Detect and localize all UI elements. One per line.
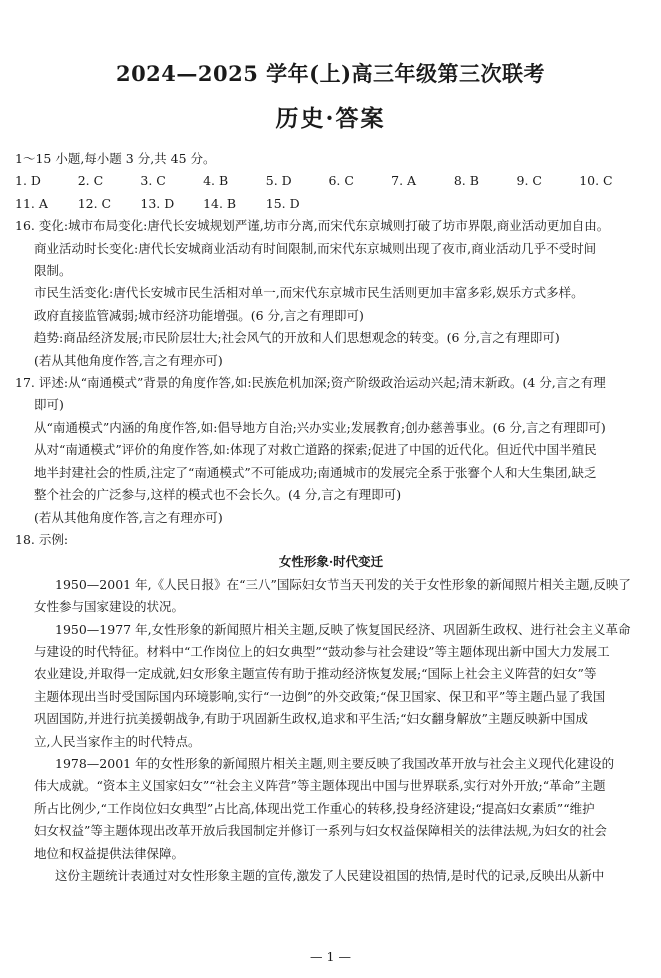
- choice-answer: 7. A: [391, 173, 417, 189]
- choice-answer: 3. C: [140, 173, 166, 189]
- choice-answer: 2. C: [77, 173, 104, 189]
- text-line: 从“南通模式”内涵的角度作答,如:倡导地方自治;兴办实业;发展教育;创办慈善事业。(6 分,言之有理即可): [34, 419, 606, 435]
- page-number: — 1 —: [310, 949, 351, 964]
- text-line: 伟大成就。“资本主义国家妇女”“社会主义阵营”等主题体现出中国与世界联系,实行对外开放;“革命”主题: [34, 778, 606, 794]
- text-line: 女性参与国家建设的状况。: [34, 599, 185, 615]
- text-line: 从对“南通模式”评价的角度作答,如:体现了对救亡道路的探索;促进了中国的近代化。但近代中国半殖民: [34, 442, 597, 458]
- choice-answer: 1. D: [15, 173, 41, 189]
- text-line: 所占比例少,“工作岗位妇女典型”占比高,体现出党工作重心的转移,投身经济建设;“提高妇女素质”“维护: [34, 800, 595, 816]
- choice-intro: 1～15 小题,每小题 3 分,共 45 分。: [15, 151, 216, 166]
- choice-answer: 13. D: [140, 195, 175, 211]
- text-line: 18. 示例:: [15, 531, 69, 547]
- article-paragraph-2: [15, 619, 647, 753]
- text-line: 地半封建社会的性质,注定了“南通模式”不可能成功;南通城市的发展完全系于张謇个人和大生集团,缺乏: [34, 464, 597, 480]
- choice-answer: 10. C: [579, 173, 613, 189]
- text-line: 限制。: [34, 263, 72, 279]
- text-line: 主题体现出当时受国际国内环境影响,实行“一边倒”的外交政策;“保卫国家、保卫和平”等主题凸显了我国: [34, 688, 606, 704]
- text-line: 政府直接监管减弱;城市经济功能增强。(6 分,言之有理即可): [34, 307, 364, 323]
- page-subtitle: 历史·答案: [275, 105, 386, 132]
- article-title: 女性形象·时代变迁: [278, 554, 384, 570]
- answer-content: [15, 148, 647, 887]
- text-line: 17. 评述:从“南通模式”背景的角度作答,如:民族危机加深;资产阶级政治运动兴起;清末新政。(4 分,言之有理: [15, 375, 606, 391]
- text-line: 趋势:商品经济发展;市民阶层壮大;社会风气的开放和人们思想观念的转变。(6 分,言之有理即可): [34, 330, 560, 346]
- text-line: (若从其他角度作答,言之有理亦可): [34, 352, 223, 368]
- text-line: 这份主题统计表通过对女性形象主题的宣传,激发了人民建设祖国的热情,是时代的记录,反映出从新中: [55, 868, 605, 883]
- text-line: 妇女权益”等主题体现出改革开放后我国制定并修订一系列与妇女权益保障相关的法律法规,为妇女的社会: [34, 823, 607, 839]
- text-line: 1978—2001 年的女性形象的新闻照片相关主题,则主要反映了我国改革开放与社会主义现代化建设的: [55, 755, 615, 771]
- text-line: (若从其他角度作答,言之有理亦可): [34, 509, 223, 525]
- text-line: 地位和权益提供法律保障。: [34, 845, 185, 861]
- text-line: 即可): [34, 397, 64, 413]
- choice-answer: 14. B: [203, 195, 237, 211]
- text-line: 整个社会的广泛参与,这样的模式也不会长久。(4 分,言之有理即可): [34, 487, 402, 503]
- question-17-answer: [15, 372, 647, 529]
- choice-answer: 11. A: [15, 195, 48, 211]
- choice-answer: 9. C: [516, 173, 542, 189]
- article-paragraph-3: [15, 753, 647, 865]
- choice-answer: 15. D: [265, 195, 300, 211]
- choice-answer: 5. D: [265, 173, 292, 189]
- text-line: 立,人民当家作主的时代特点。: [34, 733, 201, 749]
- choice-answer: 8. B: [453, 173, 479, 189]
- choice-answer: 4. B: [203, 173, 229, 189]
- text-line: 1950—2001 年,《人民日报》在“三八”国际妇女节当天刊发的关于女性形象的新闻照片相关主题,反映了: [55, 576, 631, 592]
- choice-answers-row-1: [15, 170, 647, 192]
- choice-answer: 12. C: [77, 195, 112, 211]
- article-paragraph-1: [15, 574, 647, 619]
- question-16-answer: [15, 215, 647, 372]
- text-line: 16. 变化:城市布局变化:唐代长安城规划严谨,坊市分离,而宋代东京城则打破了坊市界限,商业活动更加自由。: [15, 218, 610, 234]
- choice-answer: 6. C: [328, 173, 354, 189]
- question-18-answer: [15, 529, 647, 888]
- text-line: 农业建设,并取得一定成就,妇女形象主题宣传有助于推动经济恢复发展;“国际上社会主义阵营的妇女”等: [34, 666, 597, 682]
- text-line: 与建设的时代特征。材料中“工作岗位上的妇女典型”“鼓动参与社会建设”等主题体现出新中国大力发展工: [34, 643, 610, 659]
- page-title: 2024—2025 学年(上)高三年级第三次联考: [115, 61, 546, 86]
- choice-answers-row-2: [15, 193, 647, 215]
- article-paragraph-4: [15, 865, 647, 887]
- text-line: 巩固国防,并进行抗美援朝战争,有助于巩固新生政权,追求和平生活;“妇女翻身解放”主题反映新中国成: [34, 711, 588, 727]
- text-line: 市民生活变化:唐代长安城市民生活相对单一,而宋代东京城市民生活则更加丰富多彩,娱乐方式多样。: [34, 285, 584, 301]
- text-line: 商业活动时长变化:唐代长安城商业活动有时间限制,而宋代东京城则出现了夜市,商业活动几乎不受时间: [34, 240, 597, 256]
- text-line: 1950—1977 年,女性形象的新闻照片相关主题,反映了恢复国民经济、巩固新生政权、进行社会主义革命: [55, 621, 631, 637]
